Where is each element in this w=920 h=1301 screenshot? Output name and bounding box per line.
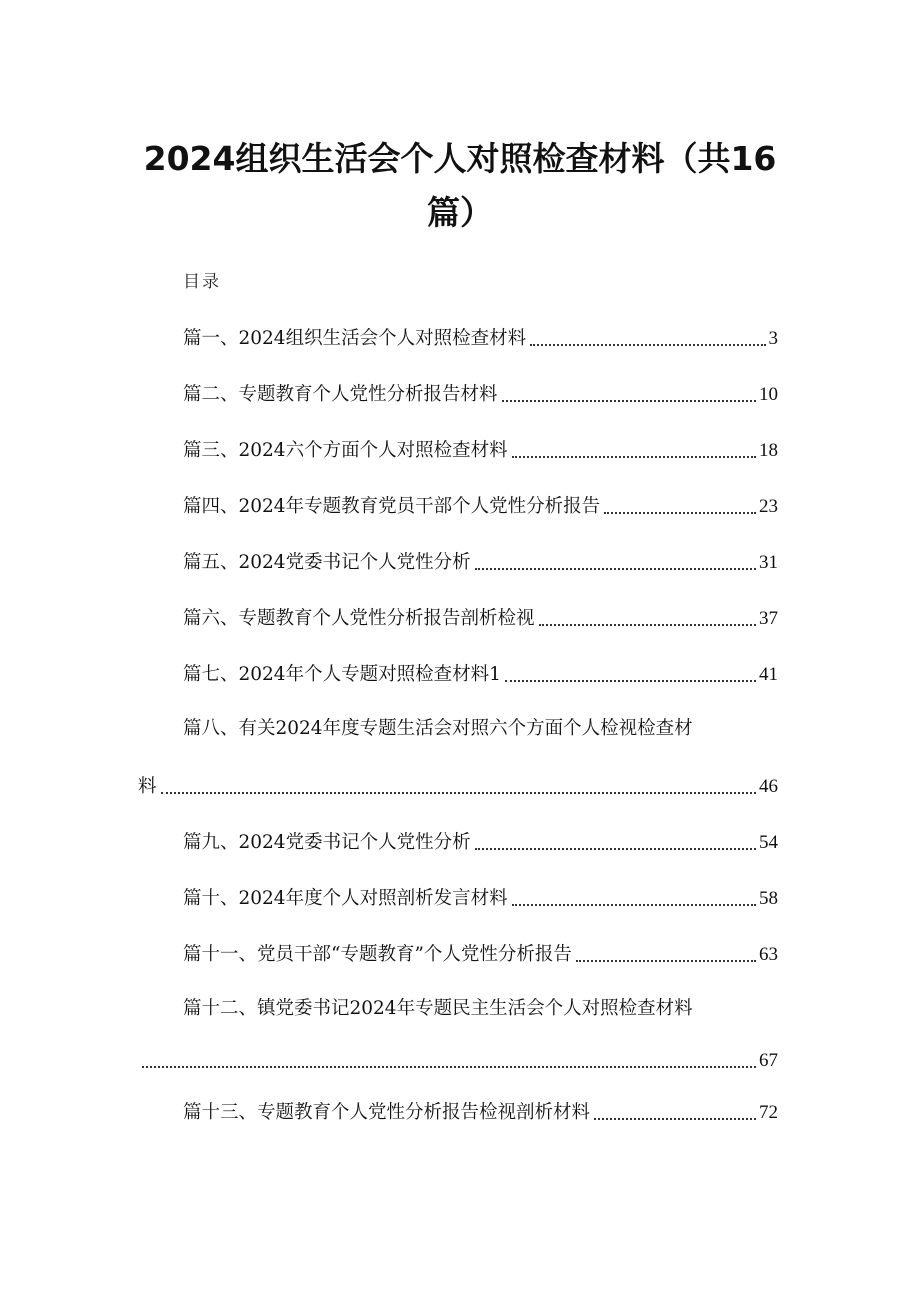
- toc-entry[interactable]: [183, 1096, 778, 1126]
- toc-entry-title: 篇五、2024党委书记个人党性分析: [183, 552, 471, 573]
- toc-leader-dots: [604, 512, 756, 514]
- document-title-line-1: 2024组织生活会个人对照检查材料（共16: [143, 139, 777, 178]
- toc-leader-dots: [539, 624, 756, 626]
- toc-heading: 目录: [183, 272, 221, 292]
- toc-entry-page: 23: [759, 496, 778, 517]
- toc-entry[interactable]: [183, 434, 778, 464]
- toc-leader-dots: [530, 344, 765, 346]
- toc-leader-dots: [502, 400, 756, 402]
- toc-entry-page: 18: [759, 440, 778, 461]
- toc-entry-title-line-2: 料: [138, 776, 157, 797]
- document-title-line-2: 篇）: [427, 193, 493, 232]
- toc-entry-title: 篇四、2024年专题教育党员干部个人党性分析报告: [183, 496, 601, 517]
- toc-leader-dots: [512, 456, 756, 458]
- toc-entry-title: 篇七、2024年个人专题对照检查材料1: [183, 664, 501, 685]
- toc-entry-title: 篇六、专题教育个人党性分析报告剖析检视: [183, 608, 535, 629]
- toc-entry-page: 41: [759, 664, 778, 685]
- toc-entry[interactable]: [183, 490, 778, 520]
- toc-entry-page: 72: [759, 1102, 778, 1123]
- toc-entry[interactable]: [138, 770, 778, 800]
- toc-entry[interactable]: [183, 882, 778, 912]
- toc-leader-dots: [142, 1066, 756, 1068]
- toc-leader-dots: [576, 960, 756, 962]
- toc-entry[interactable]: [183, 826, 778, 856]
- toc-entry-page: 10: [759, 384, 778, 405]
- toc-entry[interactable]: [183, 546, 778, 576]
- toc-entry-page: 67: [759, 1050, 778, 1071]
- toc-leader-dots: [475, 848, 756, 850]
- toc-entry-page: 37: [759, 608, 778, 629]
- toc-entry-title: 篇十一、党员干部“专题教育”个人党性分析报告: [183, 944, 572, 965]
- toc-entry-page: 63: [759, 944, 778, 965]
- toc-entry-page: 46: [759, 776, 778, 797]
- toc-leader-dots: [512, 904, 756, 906]
- toc-entry-page: 31: [759, 552, 778, 573]
- toc-entry-title-line-1[interactable]: 篇十二、镇党委书记2024年专题民主生活会个人对照检查材料: [183, 998, 693, 1019]
- toc-entry[interactable]: [183, 378, 778, 408]
- toc-leader-dots: [594, 1118, 756, 1120]
- toc-entry-page: 3: [768, 328, 778, 349]
- toc-entry-title: 篇二、专题教育个人党性分析报告材料: [183, 384, 498, 405]
- toc-entry[interactable]: [183, 938, 778, 968]
- toc-entry-title: 篇一、2024组织生活会个人对照检查材料: [183, 328, 527, 349]
- toc-entry[interactable]: [183, 658, 778, 688]
- toc-entry-title: 篇十三、专题教育个人党性分析报告检视剖析材料: [183, 1102, 591, 1123]
- toc-entry-title-line-1[interactable]: 篇八、有关2024年度专题生活会对照六个方面个人检视检查材: [183, 718, 693, 739]
- toc-entry-title: 篇三、2024六个方面个人对照检查材料: [183, 440, 508, 461]
- toc-entry-title: 篇九、2024党委书记个人党性分析: [183, 832, 471, 853]
- toc-entry-title: 篇十、2024年度个人对照剖析发言材料: [183, 888, 508, 909]
- toc-entry[interactable]: [183, 322, 778, 352]
- toc-entry[interactable]: [183, 602, 778, 632]
- toc-leader-dots: [505, 680, 756, 682]
- toc-leader-dots: [475, 568, 756, 570]
- toc-entry-page: 54: [759, 832, 778, 853]
- toc-entry[interactable]: [138, 1044, 778, 1074]
- toc-entry-page: 58: [759, 888, 778, 909]
- toc-leader-dots: [161, 792, 756, 794]
